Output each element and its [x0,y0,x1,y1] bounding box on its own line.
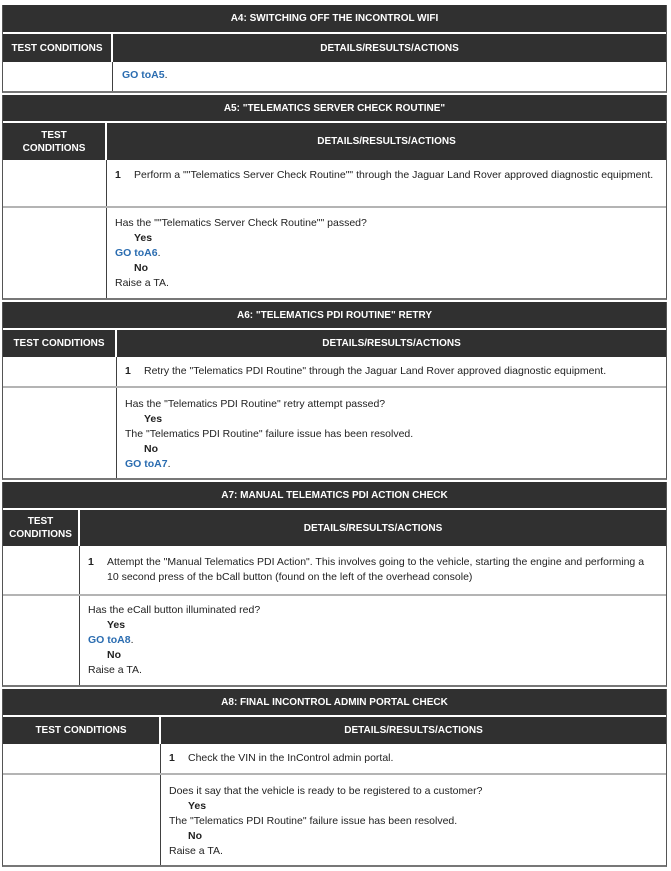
no-action: Raise a TA. [115,277,169,289]
step-row [88,555,658,585]
question: Has the ""Telematics Server Check Routine"" passed? [115,217,367,229]
yes-label: Yes [134,232,153,244]
step-row [169,751,658,766]
section-a4 [2,5,667,93]
row-divider [3,386,666,388]
question: Does it say that the vehicle is ready to be registered to a customer? [169,785,483,797]
details-cell: GO toA5. [122,69,168,81]
row-divider [3,594,666,596]
test-conditions-header: TEST CONDITIONS [3,123,105,160]
step-number: 1 [169,752,175,764]
result-cell: Has the eCall button illuminated red? Yes GO toA8. No Raise a TA. [88,603,658,678]
goto-link[interactable]: GO toA7 [125,458,168,470]
section-title: A6: "TELEMATICS PDI ROUTINE" RETRY [3,302,666,328]
no-label: No [134,262,148,274]
section-a7 [2,482,667,687]
yes-label: Yes [144,413,163,425]
column-divider [106,160,107,298]
yes-action: The "Telematics PDI Routine" failure issue has been resolved. [169,815,458,827]
column-divider [160,744,161,865]
yes-label: Yes [188,800,207,812]
step-number: 1 [125,365,131,377]
step-number: 1 [88,556,94,568]
step-text: Perform a ""Telematics Server Check Routine"" through the Jaguar Land Rover approved diagnostic equipment. [134,169,654,181]
column-divider [116,357,117,478]
section-title: A7: MANUAL TELEMATICS PDI ACTION CHECK [3,482,666,508]
yes-action: The "Telematics PDI Routine" failure issue has been resolved. [125,428,414,440]
question: Has the eCall button illuminated red? [88,604,261,616]
step-text: Attempt the "Manual Telematics PDI Action". This involves going to the vehicle, starting the engine and performing a 10 second press of the bCall button (found on the left of the overhead console) [107,556,645,583]
section-title: A8: FINAL INCONTROL ADMIN PORTAL CHECK [3,689,666,715]
column-divider [112,62,113,91]
result-cell: Has the "Telematics PDI Routine" retry attempt passed? Yes The "Telematics PDI Routine" failure issue has been resolved. No GO toA7. [125,397,658,472]
goto-link[interactable]: GO toA5 [122,69,165,81]
no-action: Raise a TA. [169,845,223,857]
row-divider [3,773,666,775]
test-conditions-header: TEST CONDITIONS [3,717,159,744]
no-label: No [107,649,121,661]
yes-label: Yes [107,619,126,631]
question: Has the "Telematics PDI Routine" retry attempt passed? [125,398,386,410]
step-text: Retry the "Telematics PDI Routine" through the Jaguar Land Rover approved diagnostic equipment. [144,365,607,377]
test-conditions-header: TEST CONDITIONS [3,34,111,62]
details-header: DETAILS/RESULTS/ACTIONS [107,123,666,160]
details-header: DETAILS/RESULTS/ACTIONS [117,330,666,357]
no-label: No [188,830,202,842]
step-text: Check the VIN in the InControl admin portal. [188,752,394,764]
goto-link[interactable]: GO toA8 [88,634,131,646]
details-header: DETAILS/RESULTS/ACTIONS [161,717,666,744]
test-conditions-header: TEST CONDITIONS [3,510,78,546]
column-divider [79,546,80,685]
no-label: No [144,443,158,455]
details-header: DETAILS/RESULTS/ACTIONS [113,34,666,62]
test-conditions-header: TEST CONDITIONS [3,330,115,357]
step-number: 1 [115,169,121,181]
goto-link[interactable]: GO toA6 [115,247,158,259]
section-a5 [2,95,667,300]
no-action: Raise a TA. [88,664,142,676]
step-row [115,168,658,183]
result-cell [169,784,658,859]
section-a6 [2,302,667,480]
section-a8 [2,689,667,867]
section-title: A5: "TELEMATICS SERVER CHECK ROUTINE" [3,95,666,121]
row-divider [3,206,666,208]
result-cell: Has the ""Telematics Server Check Routine"" passed? Yes GO toA6. No Raise a TA. [115,216,658,291]
details-header: DETAILS/RESULTS/ACTIONS [80,510,666,546]
step-row [125,364,658,379]
section-title: A4: SWITCHING OFF THE INCONTROL WIFI [3,5,666,32]
